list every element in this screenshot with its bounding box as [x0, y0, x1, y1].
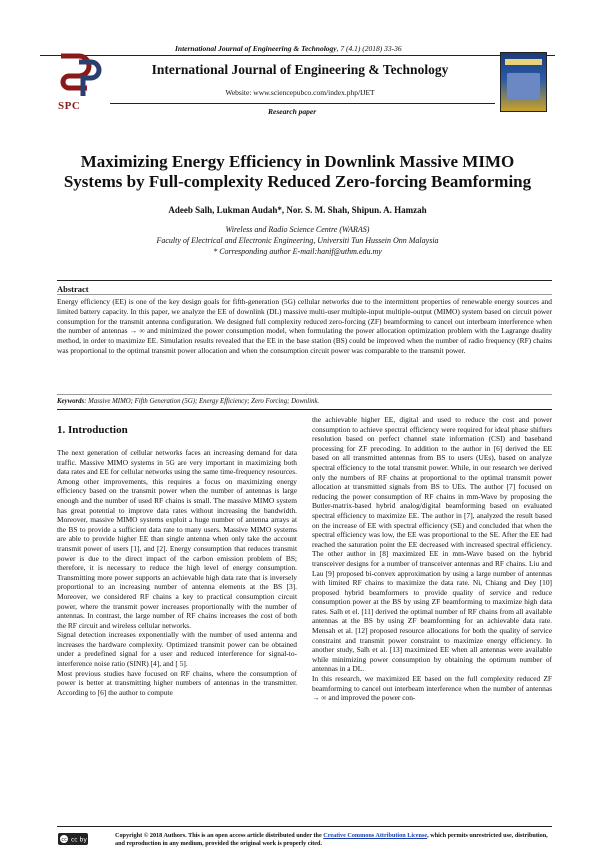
keywords-rule: [57, 394, 552, 395]
affiliation: Wireless and Radio Science Centre (WARAS) Faculty of Electrical and Electronic Engineering, Universiti Tun Hussein Onn Malaysia * Corresponding author E-mail:hanif@uthm.edu.my: [156, 225, 439, 256]
journal-cover-image: [500, 52, 547, 112]
journal-website[interactable]: Website: www.sciencepubco.com/index.php/IJET: [225, 88, 375, 97]
abstract-bottom-rule: [57, 409, 552, 410]
paragraph: The next generation of cellular networks faces an increasing demand for data traffic. Massive MIMO systems in 5G are very important in maximizing both data rates and EE for cellular networks using the same time-frequency resources. Among other improvements, this requires a focus on maximizing energy efficiency based on the transmit power when the number of antennas is large enough and the number of used RF chains is small. The massive MIMO system has great potential to improve data rates without increasing the bandwidth. Moreover, massive MIMO systems exploit a huge number of antenna arrays at the BS to provide a sufficient data rate to many users. Massive MIMO systems are able to provide higher EE than single antenna when only take the account transmit power of users [1], and [2]. Energy consumption that reduces transmit power is due to the direct impact of the carbon emission problem of BS; therefore, it is necessary to reduce the high level of energy consumption. Transmitting more power supports an achievable high data rate that is inversely proportional to an increasing number of antenna elements at the BS [3]. Moreover, we considered RF chains a key to practical consumption circuit power, where the transmit power increases proportionally with the number of antennas. In contrast, the large number of RF chains increases the cost of both the RF circuit and wireless cellular networks.: [57, 448, 297, 630]
paragraph: In this research, we maximized EE based on the full complexity reduced ZF beamforming to cancel out interbeam interference when the number of antennas → ∞ and improved the power con-: [312, 674, 552, 703]
paragraph: Signal detection increases exponentially with the number of used antenna and increases the hardware complexity. Optimized transmit power can be obtained under a predefined signal for a user and reduced interference for signal-to-interference noise ratio (SINR) [4], and [ 5].: [57, 630, 297, 669]
paragraph: Most previous studies have focused on RF chains, where the consumption of power is better at transmitting higher numbers of antennas in the transmitter. According to [6] the author to compute: [57, 668, 297, 697]
cc-by-text: cc by: [71, 836, 87, 844]
copyright-notice: Copyright © 2018 Authors. This is an open access article distributed under the Creative Commons Attribution License, which permits unrestricted use, distribution, and reproduction in any medium, provided the original work is properly cited.: [115, 832, 548, 847]
cc-by-license-icon: [58, 832, 88, 846]
paper-title: Maximizing Energy Efficiency in Downlink Massive MIMO Systems by Full-complexity Reduced Zero-forcing Beamforming: [63, 152, 532, 191]
header-top-rule: [40, 55, 555, 56]
abstract-body: Energy efficiency (EE) is one of the key design goals for fifth-generation (5G) cellular networks due to the intermittent properties of renewable energy sources and limited battery capacity. In this paper, we analyze the EE of downlink (DL) massive multi-user multiple-input multiple-output (MIMO) system based on circuit power consumption for the transmit antenna configuration. We designed full complexity reduced zero-forcing (ZF) beamforming to cancel out interbeam interference when the number of antennas → ∞ and minimized the power consumption model, when formulating the power allocation optimization problem with the Lagrange duality method, in order to maximize EE. Simulation results revealed that the EE in the base station (BS) could be improved when the number of radio frequency (RF) chains was proportional to the optimal transmit power allocation and when the consumption circuit power was comparable to the transmit power.: [57, 297, 552, 355]
svg-text:cc: cc: [61, 837, 67, 843]
header-bottom-rule: [110, 103, 495, 104]
abstract-heading-rule: [57, 294, 552, 295]
keywords: Keywords: Massive MIMO; Fifth Generation (5G); Energy Efficiency; Zero Forcing; Downlink.: [57, 398, 320, 405]
logo-text: SPC: [58, 100, 81, 112]
right-column: [312, 415, 552, 703]
paragraph: the achievable higher EE, digital and used to reduce the cost and power consumption to achieve spectral efficiency were required for ideal phase shifters resolution based on perfect channel state information (CSI) and baseband processing for ZF precoding. In addition to the author in [6] derived the EE based on all transmitted antennas from BS to users (UEs), based on analyze spectral efficiency to the total transmit power. While, in our research we derived only the numbers of RF chains at proportional to the optimal transmit power allocation at transmitted signals from BS to UEs. The author [7] focused on reducing the power consumption of RF chains in mm-Wave by proposing the Butler-matrix-based hybrid analog/digital beamforming based on evaluated spectral efficiency to maximize EE. The author in [7], analyzed the result based on the increase of EE with spectral efficiency (SE) and concluded that when the spectral efficiency was low, the EE was proportional to the SE. After the EE had reached the saturation point the EE decreased with increased spectral efficiency. The other author in [8] maximized EE in mm-Wave based on the hybrid transceiver designs for a number of transceiver antennas and RF chains. Liu and Lau [9] proposed bi-convex approximation by using a large number of antennas with limited RF chains to maximize the data rate. Ni, Chiang and Dey [10] proposed hybrid beamformers to provide quality of service and reduce consumption power at the BS by using ZF beamforming to maximize high data rates. Salh et el. [11] derived the optimal number of RF chains from all available antennas at the BS by using ZF beamforming for an achievable data rate. Mensah et al. [12] proposed resource allocations for both the quality of service constraint and transmit power constraint to maximize energy efficiency. In another study, Salh et al. [13] maximized EE when all antennas were available while minimizing power consumption by obtaining the optimum number of antennas in a DL.: [312, 415, 552, 674]
left-column: [57, 448, 297, 697]
author-list: Adeeb Salh, Lukman Audah*, Nor. S. M. Shah, Shipun. A. Hamzah: [168, 205, 427, 215]
footer-rule: [57, 826, 552, 827]
journal-title: International Journal of Engineering & Technology: [151, 62, 449, 77]
license-link[interactable]: Creative Commons Attribution License: [323, 832, 428, 839]
paper-type: Research paper: [268, 107, 317, 116]
journal-citation: International Journal of Engineering & Technology, 7 (4.1) (2018) 33-36: [175, 44, 402, 53]
section-heading-introduction: 1. Introduction: [57, 424, 128, 436]
abstract-top-rule: [57, 280, 552, 281]
abstract-heading: Abstract: [57, 284, 89, 294]
